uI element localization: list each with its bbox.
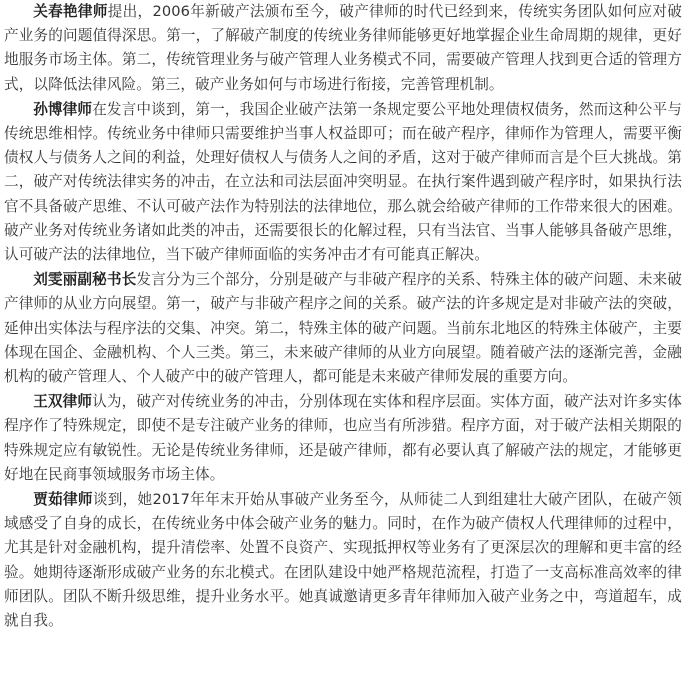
paragraph-liu-wenli [4,268,682,389]
paragraph-text: 发言分为三个部分，分别是破产与非破产程序的关系、特殊主体的破产问题、未来破产律师的从业方向展望。第一，破产与非破产程序之间的关系。破产法的许多规定是对非破产法的突破，延伸出实体法与程序法的交集、冲突。第二，特殊主体的破产问题。当前东北地区的特殊主体破产，主要体现在国企、金融机构、个人三类。第三，未来破产律师的从业方向展望。随着破产法的逐渐完善，金融机构的破产管理人、个人破产中的破产管理人，都可能是未来破产律师发展的重要方向。 [4,271,683,386]
speaker-name: 孙博律师 [33,100,93,118]
paragraph-text: 在发言中谈到，第一，我国企业破产法第一条规定要公平地处理债权债务，然而这种公平与传统思维相悖。传统业务中律师只需要维护当事人权益即可；而在破产程序，律师作为管理人，需要平衡债权人与债务人之间的利益，处理好债权人与债务人之间的矛盾，这对于破产律师而言是个巨大挑战。第二，破产对传统法律实务的冲击，在立法和司法层面冲突明显。在执行案件遇到破产程序时，如果执行法官不具备破产思维、不认可破产法作为特别法的法律地位，那么就会给破产律师的工作带来很大的困难。破产业务对传统业务诸如此类的冲击，还需要很长的化解过程，只有当法官、当事人能够具备破产思维，认可破产法的法律地位，当下破产律师面临的实务冲击才有可能真正解决。 [4,100,682,264]
paragraph-guan-chunyan [4,0,682,97]
speaker-name: 王双律师 [33,393,93,411]
paragraph-jia-ru [4,488,682,633]
paragraph-sun-bo [4,98,682,267]
paragraph-text: 认为，破产对传统业务的冲击，分别体现在实体和程序层面。实体方面，破产法对许多实体程序作了特殊规定，即使不是专注破产业务的律师，也应当有所涉猎。程序方面，对于破产法相关期限的特殊规定应有敏锐性。无论是传统业务律师，还是破产律师，都有必要认真了解破产法的规定，才能够更好地在民商事领域服务市场主体。 [4,393,682,483]
paragraph-text: 谈到，她2017年年末开始从事破产业务至今，从师徒二人到组建壮大破产团队，在破产领域感受了自身的成长，在传统业务中体会破产业务的魅力。同时，在作为破产债权人代理律师的过程中，尤其是针对金融机构，提升清偿率、处置不良资产、实现抵押权等业务有了更深层次的理解和更丰富的经验。她期待逐渐形成破产业务的东北模式。在团队建设中她严格规范流程，打造了一支高标准高效率的律师团队。团队不断升级思维，提升业务水平。她真诚邀请更多青年律师加入破产业务之中，弯道超车，成就自我。 [4,491,682,630]
speaker-name: 关春艳律师 [33,3,108,20]
paragraph-wang-shuang [4,390,682,487]
speaker-name: 刘雯丽副秘书长 [33,271,137,289]
speaker-name: 贾茹律师 [33,491,93,509]
paragraph-text: 提出，2006年新破产法颁布至今，破产律师的时代已经到来，传统实务团队如何应对破产业务的问题值得深思。第一，了解破产制度的传统业务律师能够更好地掌握企业生命周期的规律，更好地服务市场主体。第二，传统管理业务与破产管理人业务模式不同，需要破产管理人找到更合适的管理方式，以降低法律风险。第三，破产业务如何与市场进行衔接，完善管理机制。 [4,3,682,93]
